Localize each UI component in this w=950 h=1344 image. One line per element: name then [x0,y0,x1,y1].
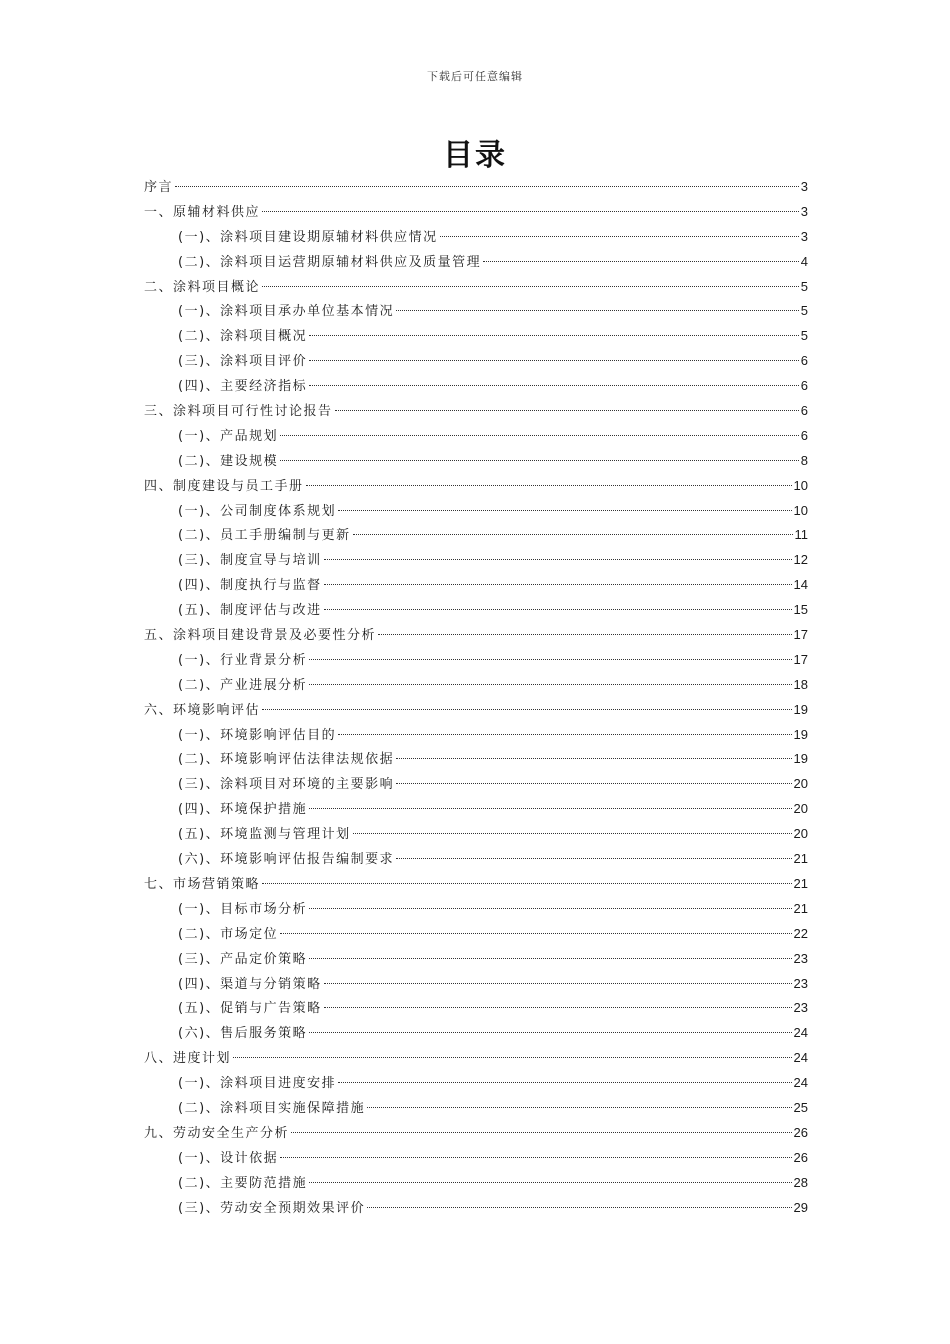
toc-entry[interactable] [144,200,808,225]
toc-dot-leader [338,1082,791,1083]
toc-entry[interactable] [144,499,808,524]
toc-dot-leader [280,933,791,934]
toc-dot-leader [309,1182,791,1183]
toc-entry-page: 6 [800,403,808,419]
toc-entry[interactable] [144,1021,808,1046]
toc-entry-label: 八、进度计划 [144,1051,232,1067]
toc-dot-leader [396,858,791,859]
toc-entry[interactable] [144,996,808,1021]
toc-entry-page: 23 [793,1000,808,1016]
toc-dot-leader [440,236,799,237]
toc-entry[interactable] [144,523,808,548]
toc-entry-page: 6 [800,353,808,369]
toc-dot-leader [396,310,799,311]
toc-entry[interactable] [144,449,808,474]
toc-dot-leader [396,758,791,759]
toc-entry-page: 26 [793,1124,808,1140]
toc-dot-leader [309,659,791,660]
toc-entry-page: 11 [794,527,808,543]
toc-entry[interactable] [144,225,808,250]
toc-entry-page: 17 [793,651,808,667]
toc-entry[interactable] [144,399,808,424]
toc-dot-leader [338,510,791,511]
toc-entry-page: 3 [800,203,808,219]
toc-entry-label: (二)、员工手册编制与更新 [178,528,351,544]
toc-dot-leader [309,958,791,959]
toc-entry-label: 六、环境影响评估 [144,702,261,718]
toc-dot-leader [309,908,791,909]
toc-entry-label: (五)、制度评估与改进 [178,603,322,619]
toc-entry-page: 6 [800,427,808,443]
toc-entry-page: 26 [793,1149,808,1165]
toc-entry[interactable] [144,474,808,499]
toc-entry[interactable] [144,349,808,374]
header-note: 下载后可任意编辑 [427,70,523,83]
toc-dot-leader [262,883,792,884]
toc-entry-label: 序言 [144,180,174,195]
toc-entry-label: (五)、促销与广告策略 [178,1001,322,1017]
toc-entry-page: 10 [793,477,808,493]
toc-dot-leader [353,833,792,834]
toc-entry-label: 四、制度建设与员工手册 [144,478,304,494]
toc-entry-page: 4 [800,253,808,269]
toc-dot-leader [338,734,791,735]
toc-entry-page: 12 [793,552,808,568]
toc-entry[interactable] [144,1071,808,1096]
toc-entry-label: (六)、环境影响评估报告编制要求 [178,852,395,868]
toc-dot-leader [396,783,791,784]
toc-dot-leader [280,460,799,461]
toc-entry[interactable] [144,299,808,324]
toc-entry[interactable] [144,623,808,648]
toc-dot-leader [309,385,799,386]
toc-dot-leader [335,410,799,411]
toc-entry-label: (三)、涂料项目对环境的主要影响 [178,777,395,793]
toc-entry[interactable] [144,250,808,275]
toc-entry-page: 19 [793,751,808,767]
toc-title: 目录 [443,138,507,173]
toc-entry[interactable] [144,424,808,449]
toc-entry[interactable] [144,598,808,623]
toc-dot-leader [280,1157,791,1158]
toc-dot-leader [291,1132,792,1133]
toc-entry-page: 17 [793,627,808,643]
toc-entry-page: 23 [793,975,808,991]
toc-dot-leader [309,335,799,336]
toc-entry-label: (一)、产品规划 [178,428,279,444]
toc-entry-label: (三)、制度宣导与培训 [178,553,322,569]
toc-entry-page: 24 [793,1075,808,1091]
toc-dot-leader [324,609,792,610]
toc-entry-label: (六)、售后服务策略 [178,1026,308,1042]
toc-dot-leader [324,983,792,984]
toc-entry-label: (二)、产业进展分析 [178,677,308,693]
toc-entry-page: 28 [793,1174,808,1190]
toc-entry-label: 七、市场营销策略 [144,876,261,892]
toc-entry[interactable] [144,747,808,772]
toc-entry-label: (三)、劳动安全预期效果评价 [178,1200,366,1216]
toc-dot-leader [262,286,799,287]
toc-entry-page: 29 [793,1199,808,1215]
toc-dot-leader [309,1032,791,1033]
toc-dot-leader [367,1107,791,1108]
toc-dot-leader [324,1007,792,1008]
toc-entry-page: 25 [793,1099,808,1115]
toc-entry-page: 3 [800,228,808,244]
toc-entry[interactable] [144,723,808,748]
toc-entry[interactable] [144,1171,808,1196]
toc-entry[interactable] [144,175,808,200]
toc-entry-label: (二)、主要防范措施 [178,1175,308,1191]
toc-entry[interactable] [144,1046,808,1071]
toc-entry[interactable] [144,947,808,972]
toc-entry-page: 24 [793,1050,808,1066]
toc-entry-label: 五、涂料项目建设背景及必要性分析 [144,628,377,644]
toc-entry[interactable] [144,648,808,673]
toc-entry-label: (一)、涂料项目进度安排 [178,1076,337,1092]
toc-entry[interactable] [144,797,808,822]
toc-entry[interactable] [144,772,808,797]
toc-dot-leader [262,211,799,212]
toc-entry[interactable] [144,573,808,598]
toc-dot-leader [367,1207,791,1208]
toc-entry-label: (一)、目标市场分析 [178,901,308,917]
toc-entry-page: 19 [793,701,808,717]
toc-entry-page: 5 [800,278,808,294]
toc-entry-page: 18 [793,676,808,692]
toc-entry-page: 15 [793,602,808,618]
toc-dot-leader [353,534,793,535]
toc-entry-page: 20 [793,826,808,842]
toc-entry-page: 23 [793,950,808,966]
toc-dot-leader [233,1057,792,1058]
toc-entry-page: 24 [793,1025,808,1041]
toc-entry-label: (四)、渠道与分销策略 [178,976,322,992]
toc-entry-page: 14 [793,577,808,593]
toc-entry-page: 8 [800,452,808,468]
toc-entry-page: 21 [793,851,808,867]
toc-entry-page: 21 [793,875,808,891]
toc-entry-label: (二)、涂料项目概况 [178,329,308,345]
toc-dot-leader [324,584,792,585]
toc-entry-label: (四)、制度执行与监督 [178,578,322,594]
toc-entry-label: (二)、市场定位 [178,926,279,942]
toc-entry-page: 20 [793,801,808,817]
toc-entry[interactable] [144,972,808,997]
toc-entry[interactable] [144,847,808,872]
toc-entry[interactable] [144,374,808,399]
toc-entry[interactable] [144,1196,808,1221]
toc-entry-label: 九、劳动安全生产分析 [144,1125,290,1141]
toc-entry[interactable] [144,673,808,698]
toc-entry-label: (二)、建设规模 [178,453,279,469]
toc-entry-page: 19 [793,726,808,742]
toc-dot-leader [306,485,792,486]
toc-entry[interactable] [144,872,808,897]
toc-dot-leader [175,186,799,187]
toc-entry-label: (五)、环境监测与管理计划 [178,827,351,843]
toc-entry[interactable] [144,897,808,922]
toc-entry-label: (二)、涂料项目实施保障措施 [178,1100,366,1116]
toc-entry-label: (一)、涂料项目承办单位基本情况 [178,304,395,320]
toc-entry-label: 一、原辅材料供应 [144,204,261,220]
toc-dot-leader [483,261,799,262]
toc-dot-leader [262,709,792,710]
toc-entry-label: (四)、主要经济指标 [178,379,308,395]
toc-entry-label: (三)、涂料项目评价 [178,354,308,370]
toc-entry-page: 5 [800,328,808,344]
toc-dot-leader [280,435,799,436]
toc-entry-label: (一)、行业背景分析 [178,652,308,668]
toc-entry-label: 二、涂料项目概论 [144,279,261,295]
toc-entry-label: (四)、环境保护措施 [178,802,308,818]
toc-entry[interactable] [144,275,808,300]
toc-entry-label: (三)、产品定价策略 [178,951,308,967]
toc-dot-leader [309,684,791,685]
toc-dot-leader [309,360,799,361]
toc-entry-page: 20 [793,776,808,792]
toc-entry-label: (一)、环境影响评估目的 [178,727,337,743]
toc-entry-page: 3 [800,179,808,194]
toc-entry-label: (二)、涂料项目运营期原辅材料供应及质量管理 [178,254,482,270]
toc-entry-page: 22 [793,925,808,941]
table-of-contents [144,175,808,1220]
toc-dot-leader [309,808,791,809]
toc-entry-page: 10 [793,502,808,518]
toc-entry-label: (一)、设计依据 [178,1150,279,1166]
toc-entry[interactable] [144,922,808,947]
toc-entry[interactable] [144,1096,808,1121]
toc-entry-label: (一)、涂料项目建设期原辅材料供应情况 [178,229,438,245]
toc-entry-page: 21 [793,900,808,916]
toc-entry[interactable] [144,1146,808,1171]
toc-entry-page: 5 [800,303,808,319]
toc-entry[interactable] [144,324,808,349]
toc-dot-leader [324,559,792,560]
toc-entry[interactable] [144,548,808,573]
toc-entry-label: 三、涂料项目可行性讨论报告 [144,404,333,420]
toc-entry-page: 6 [800,378,808,394]
toc-entry[interactable] [144,1121,808,1146]
toc-entry-label: (二)、环境影响评估法律法规依据 [178,752,395,768]
toc-entry[interactable] [144,698,808,723]
toc-entry-label: (一)、公司制度体系规划 [178,503,337,519]
toc-entry[interactable] [144,822,808,847]
toc-dot-leader [378,634,792,635]
